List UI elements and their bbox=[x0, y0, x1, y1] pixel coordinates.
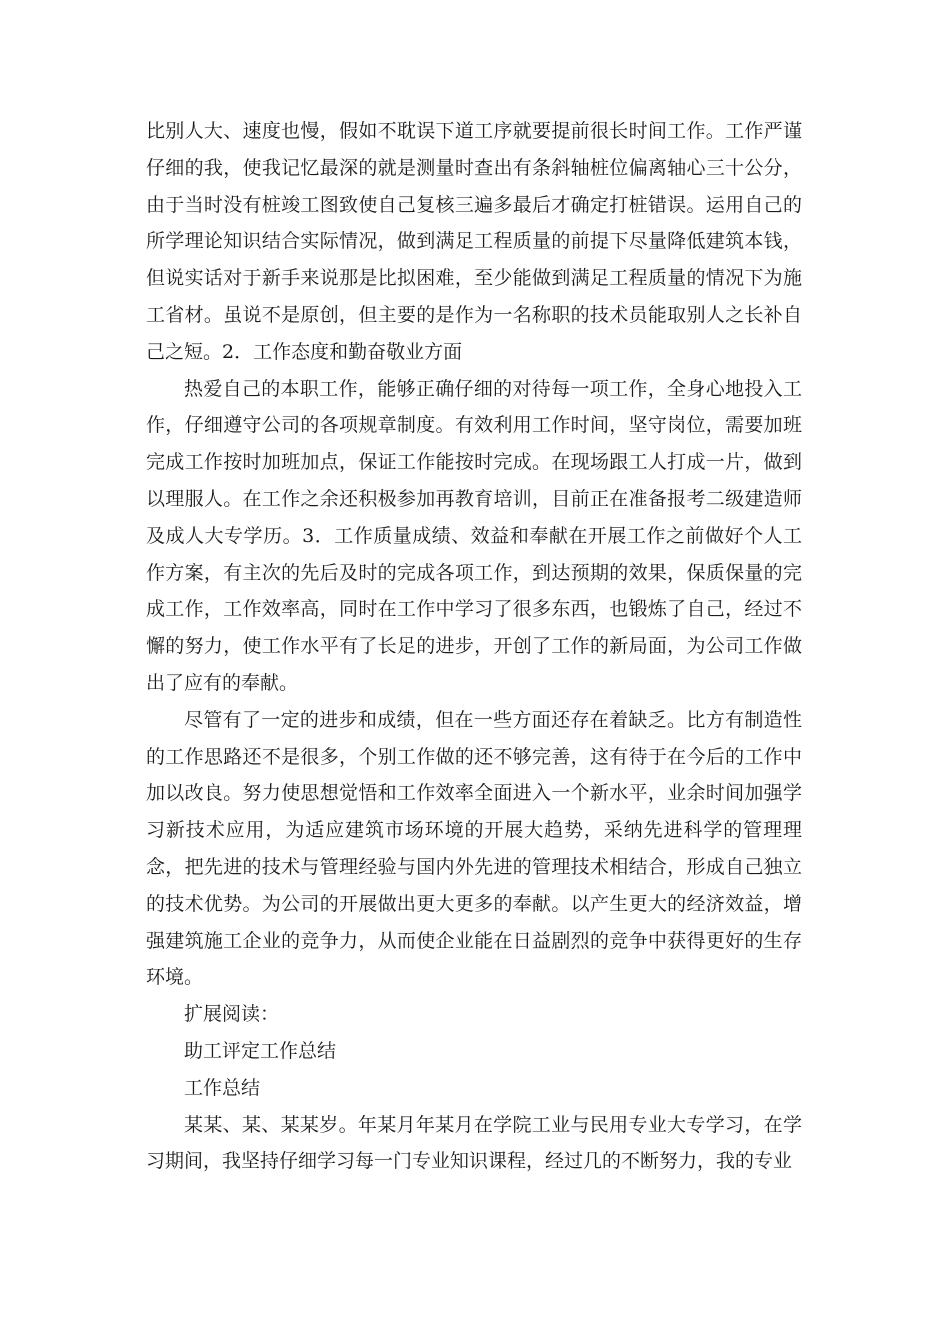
document-body bbox=[146, 113, 802, 1180]
extended-reading-label: 扩展阅读： bbox=[184, 1003, 280, 1026]
paragraph-final: 某某、某、某某岁。年某月年某月在学院工业与民用专业大专学习，在学习期间，我坚持仔细学习每一门专业知识课程，经过几的不断努力，我的专业 bbox=[146, 1113, 802, 1173]
section-title: 工作总结 bbox=[184, 1076, 261, 1099]
extended-reading-title: 助工评定工作总结 bbox=[184, 1039, 337, 1062]
paragraph-continued: 比别人大、速度也慢，假如不耽误下道工序就要提前很长时间工作。工作严谨仔细的我，使我记忆最深的就是测量时查出有条斜轴桩位偏离轴心三十公分，由于当时没有桩竣工图致使自己复核三遍多最后才确定打桩错误。运用自己的所学理论知识结合实际情况，做到满足工程质量的前提下尽量降低建筑本钱，但说实话对于新手来说那是比拟困难，至少能做到满足工程质量的情况下为施工省材。虽说不是原创，但主要的是作为一名称职的技术员能取别人之长补自己之短。2．工作态度和勤奋敬业方面 bbox=[146, 120, 802, 363]
paragraph-shortcomings: 尽管有了一定的进步和成绩，但在一些方面还存在着缺乏。比方有制造性的工作思路还不是很多，个别工作做的还不够完善，这有待于在今后的工作中加以改良。努力使思想觉悟和工作效率全面进入一个新水平，业余时间加强学习新技术应用，为适应建筑市场环境的开展大趋势，采纳先进科学的管理理念，把先进的技术与管理经验与国内外先进的管理技术相结合，形成自己独立的技术优势。为公司的开展做出更大更多的奉献。以产生更大的经济效益，增强建筑施工企业的竞争力，从而使企业能在日益剧烈的竞争中获得更好的生存环境。 bbox=[146, 708, 802, 989]
paragraph-work-attitude: 热爱自己的本职工作，能够正确仔细的对待每一项工作，全身心地投入工作，仔细遵守公司的各项规章制度。有效利用工作时间，坚守岗位，需要加班完成工作按时加班加点，保证工作能按时完成。在现场跟工人打成一片，做到以理服人。在工作之余还积极参加再教育培训，目前正在准备报考二级建造师及成人大专学历。3．工作质量成绩、效益和奉献在开展工作之前做好个人工作方案，有主次的先后及时的完成各项工作，到达预期的效果，保质保量的完成工作，工作效率高，同时在工作中学习了很多东西，也锻炼了自己，经过不懈的努力，使工作水平有了长足的进步，开创了工作的新局面，为公司工作做出了应有的奉献。 bbox=[146, 377, 802, 694]
